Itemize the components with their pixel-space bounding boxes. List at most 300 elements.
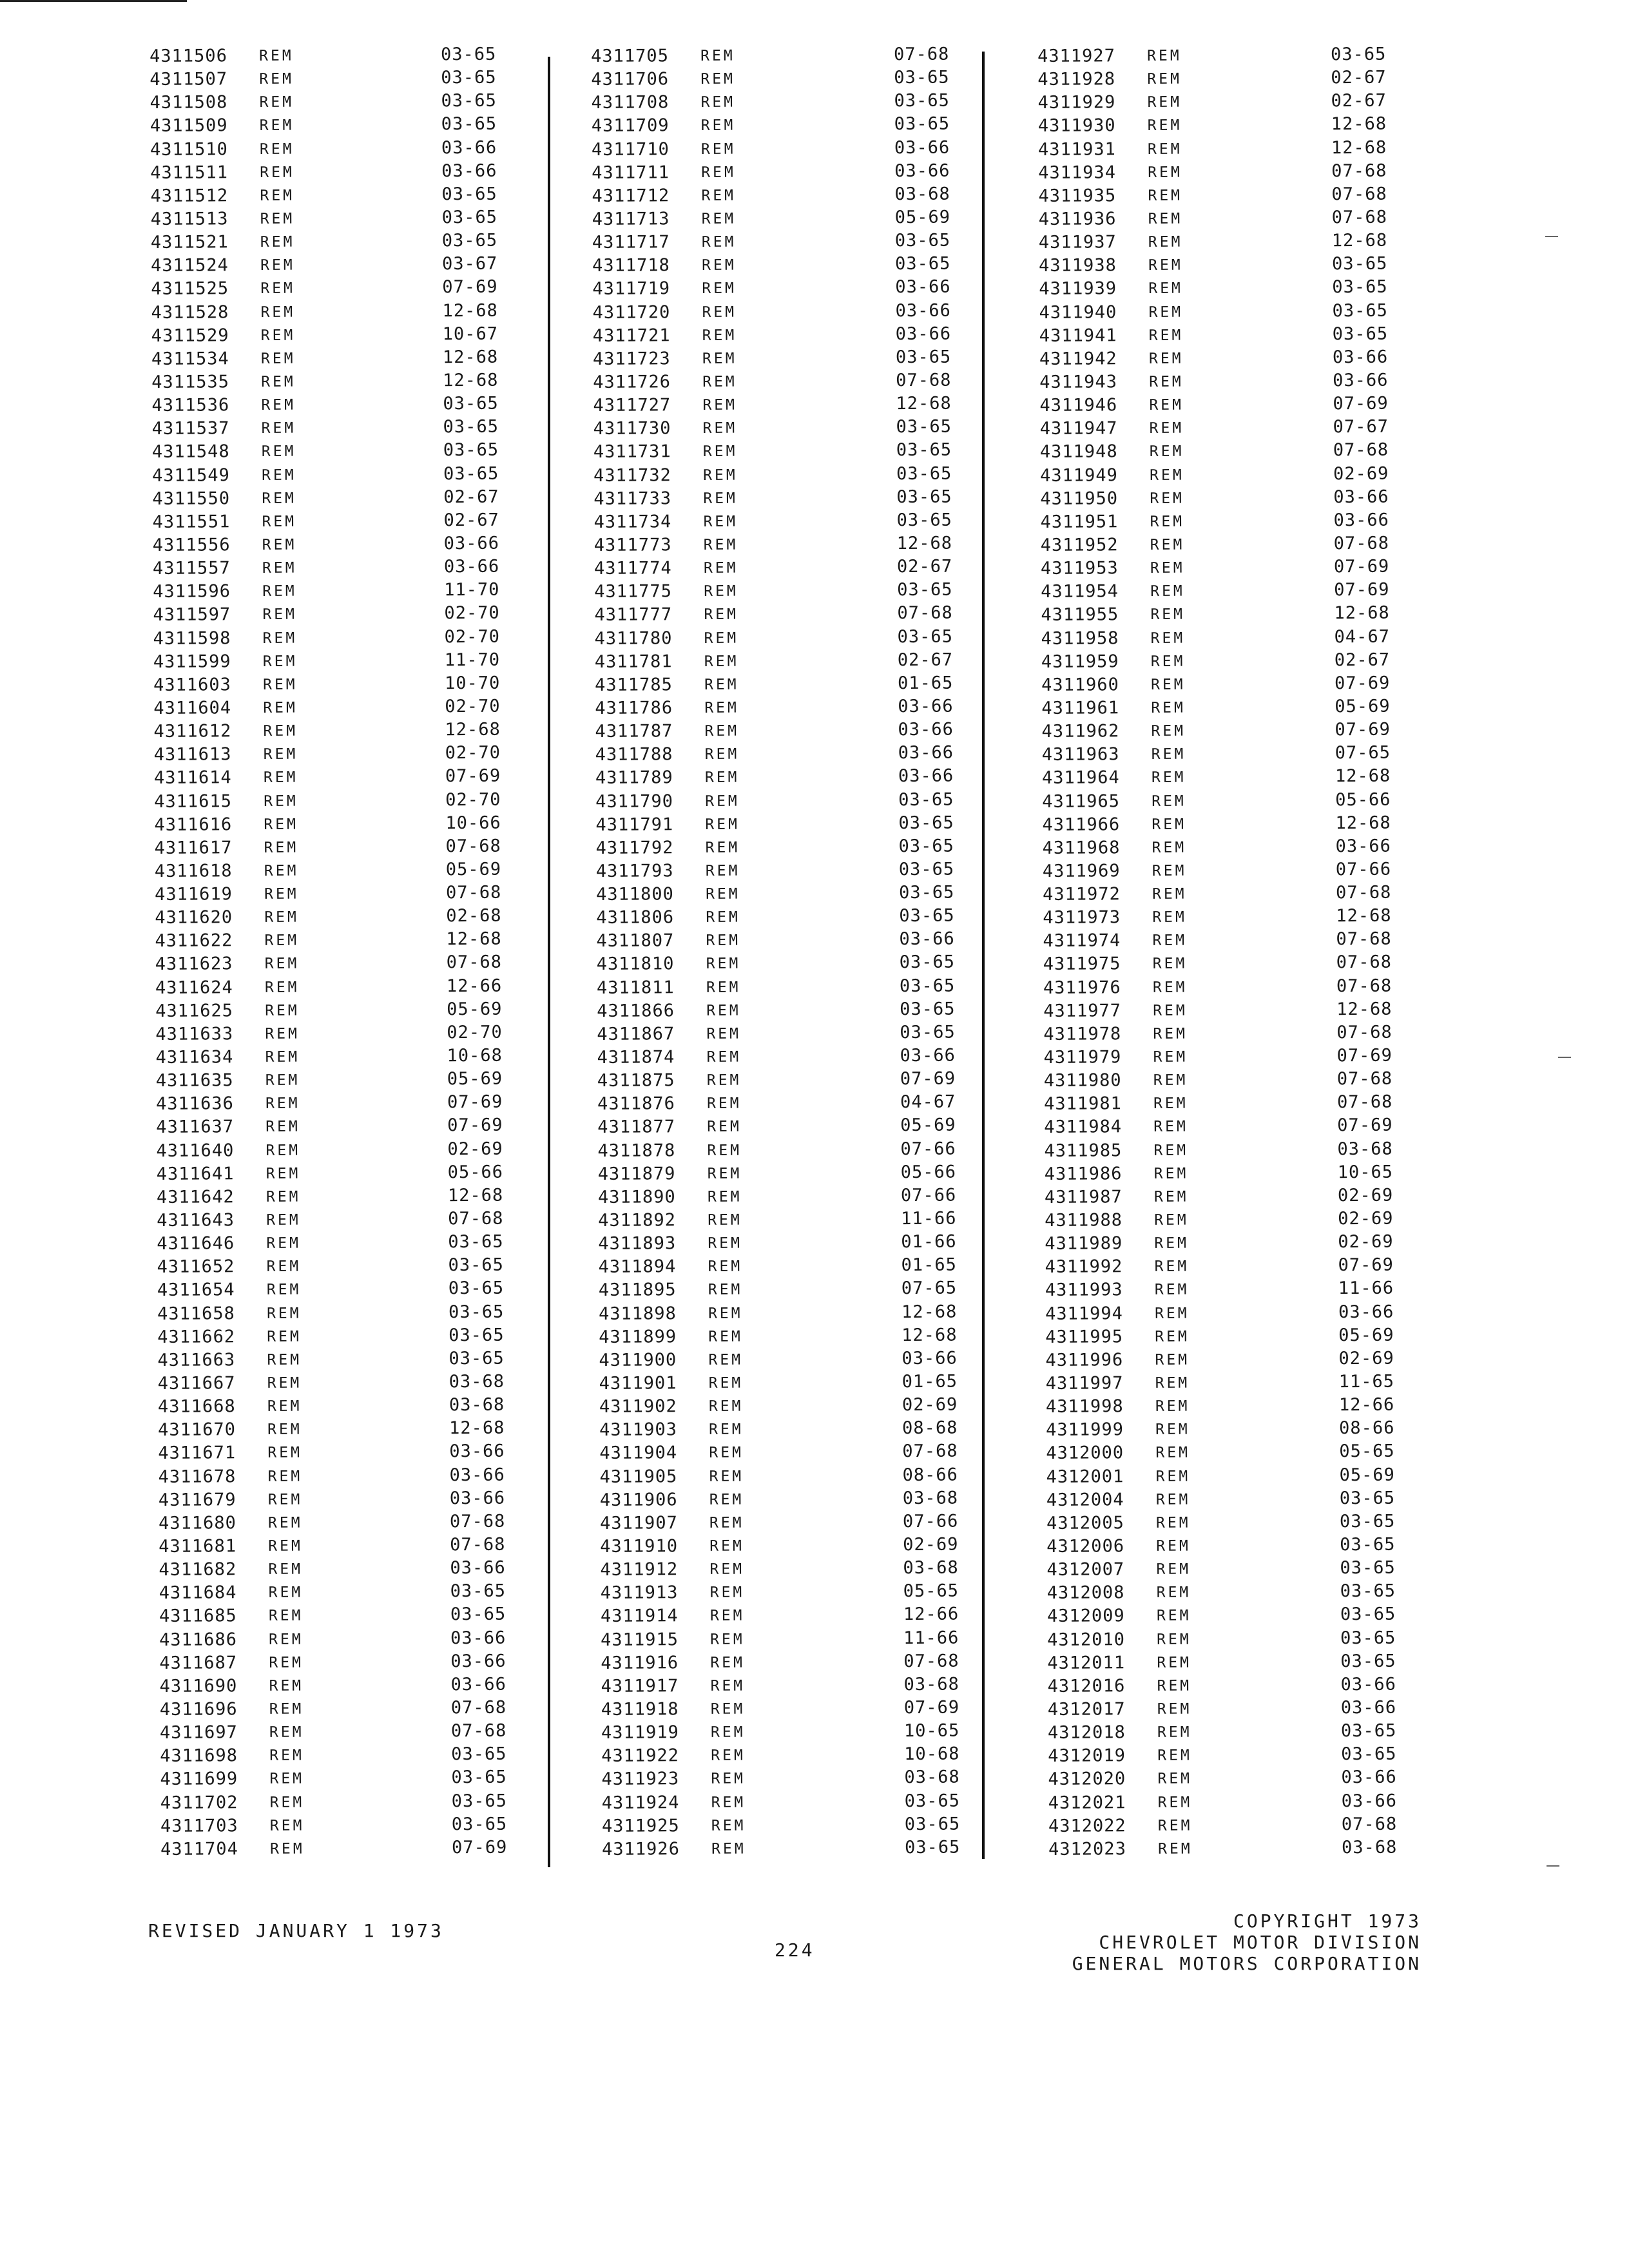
part-number: 4311953 [1040, 558, 1119, 579]
status-code: REM [260, 164, 294, 181]
part-number: 4311962 [1041, 721, 1120, 742]
status-code: REM [1147, 117, 1182, 135]
date-code: 05-66 [900, 1162, 957, 1182]
date-code: 03-65 [899, 975, 956, 996]
part-number: 4311806 [596, 907, 675, 928]
part-number: 4311996 [1045, 1350, 1124, 1370]
part-number: 4311708 [591, 92, 670, 113]
date-code: 07-69 [1337, 1115, 1393, 1136]
date-code: 07-68 [1333, 533, 1390, 554]
part-number: 4311998 [1045, 1396, 1124, 1418]
date-code: 05-69 [1339, 1465, 1395, 1485]
part-number: 4311681 [159, 1536, 237, 1557]
date-code: 07-68 [1336, 952, 1393, 973]
status-code: REM [1150, 629, 1186, 647]
date-code: 01-65 [901, 1254, 957, 1276]
status-code: REM [1148, 210, 1183, 227]
date-code: 12-66 [903, 1604, 959, 1625]
part-number: 4311965 [1042, 791, 1121, 812]
status-code: REM [709, 1491, 744, 1508]
status-code: REM [264, 885, 299, 903]
status-code: REM [1148, 164, 1182, 181]
date-code: 03-65 [898, 812, 954, 833]
date-code: 03-68 [1337, 1139, 1393, 1159]
status-code: REM [262, 606, 298, 624]
status-code: REM [1156, 1584, 1191, 1602]
part-number: 4311792 [595, 838, 674, 858]
date-code: 03-65 [1340, 1651, 1396, 1671]
date-code: 07-68 [1336, 929, 1392, 950]
part-number: 4311696 [159, 1699, 238, 1720]
date-code: 03-65 [899, 952, 956, 973]
status-code: REM [264, 908, 299, 927]
status-code: REM [266, 1258, 302, 1276]
part-number: 4311646 [157, 1233, 235, 1254]
status-code: REM [1152, 979, 1188, 996]
status-code: REM [1157, 1654, 1191, 1671]
status-code: REM [264, 932, 300, 950]
part-number: 4312010 [1047, 1629, 1126, 1650]
date-code: 03-65 [896, 463, 952, 484]
part-number: 4311557 [152, 558, 231, 579]
status-code: REM [1154, 1258, 1190, 1276]
date-code: 03-66 [449, 1465, 505, 1485]
status-code: REM [706, 956, 741, 973]
date-code: 07-69 [900, 1068, 956, 1090]
status-code: REM [261, 443, 296, 461]
part-number: 4311616 [154, 814, 233, 835]
date-code: 02-70 [447, 1022, 503, 1043]
status-code: REM [1156, 1537, 1191, 1555]
date-code: 03-66 [443, 533, 500, 554]
status-code: REM [711, 1747, 746, 1765]
status-code: REM [260, 327, 296, 344]
part-number: 4311712 [592, 186, 670, 206]
date-code: 07-69 [1334, 673, 1391, 693]
date-code: 12-68 [447, 1185, 504, 1206]
date-code: 03-65 [443, 416, 499, 437]
part-number: 4311914 [600, 1606, 679, 1627]
status-code: REM [707, 1119, 742, 1136]
part-number: 4311643 [157, 1210, 235, 1231]
parts-column-1 [149, 44, 508, 1861]
status-code: REM [703, 536, 738, 553]
status-code: REM [262, 466, 296, 484]
date-code: 03-65 [1340, 1581, 1396, 1602]
date-code: 03-65 [448, 1325, 505, 1345]
date-code: 03-65 [904, 1791, 961, 1811]
status-code: REM [704, 745, 740, 764]
part-number: 4311960 [1041, 675, 1119, 695]
part-number: 4311892 [598, 1210, 677, 1231]
part-number: 4311947 [1039, 418, 1118, 439]
status-code: REM [265, 1188, 301, 1206]
revised-date: REVISED JANUARY 1 1973 [148, 1920, 444, 1941]
status-code: REM [1155, 1514, 1191, 1532]
date-code: 03-67 [441, 253, 498, 274]
date-code: 03-65 [1331, 44, 1387, 65]
date-code: 03-65 [896, 510, 952, 530]
part-number: 4311780 [594, 628, 673, 649]
date-code: 02-68 [446, 905, 502, 927]
date-code: 11-70 [444, 649, 501, 670]
status-code: REM [700, 47, 735, 64]
part-number: 4311894 [598, 1256, 677, 1278]
status-code: REM [704, 606, 739, 624]
part-number: 4311879 [597, 1163, 676, 1184]
status-code: REM [708, 1211, 742, 1229]
status-code: REM [1148, 327, 1184, 344]
status-code: REM [707, 1188, 742, 1206]
date-code: 03-66 [1341, 1791, 1398, 1811]
date-code: 03-65 [448, 1302, 505, 1322]
part-number: 4311524 [150, 255, 229, 276]
status-code: REM [266, 1211, 301, 1229]
date-code: 03-66 [449, 1488, 506, 1508]
status-code: REM [1147, 47, 1182, 64]
part-number: 4311959 [1041, 651, 1119, 672]
status-code: REM [263, 722, 298, 740]
part-number: 4311988 [1045, 1210, 1123, 1231]
date-code: 12-66 [1338, 1394, 1395, 1416]
part-number: 4311999 [1046, 1419, 1124, 1441]
date-code: 03-65 [443, 440, 499, 461]
date-code: 12-68 [901, 1325, 958, 1345]
part-number: 4311704 [160, 1839, 238, 1860]
status-code: REM [260, 187, 295, 204]
date-code: 02-70 [445, 696, 501, 717]
part-number: 4311925 [601, 1815, 680, 1836]
date-code: 03-66 [1340, 1674, 1396, 1695]
part-number: 4312019 [1048, 1745, 1126, 1767]
part-number: 4311924 [601, 1792, 680, 1813]
status-code: REM [269, 1770, 305, 1788]
status-code: REM [1155, 1445, 1190, 1462]
part-number: 4311614 [153, 767, 232, 789]
part-number: 4311934 [1038, 162, 1117, 183]
date-code: 02-69 [447, 1139, 503, 1159]
part-number: 4311625 [155, 1001, 234, 1021]
status-code: REM [260, 280, 295, 298]
status-code: REM [706, 1072, 742, 1090]
status-code: REM [701, 164, 736, 181]
part-number: 4311950 [1040, 488, 1119, 509]
part-number: 4311506 [149, 46, 227, 66]
page-number: 224 [775, 1939, 815, 1961]
part-number: 4311997 [1045, 1373, 1124, 1394]
date-code: 07-68 [445, 836, 501, 856]
status-code: REM [702, 373, 737, 390]
status-code: REM [708, 1235, 742, 1253]
status-code: REM [269, 1724, 304, 1742]
date-code: 07-68 [448, 1208, 504, 1229]
status-code: REM [262, 513, 297, 530]
status-code: REM [700, 117, 736, 135]
date-code: 08-66 [1339, 1418, 1395, 1439]
date-code: 12-68 [1334, 603, 1390, 624]
part-number: 4311719 [592, 278, 671, 300]
status-code: REM [1157, 1677, 1192, 1695]
status-code: REM [1152, 793, 1186, 810]
date-code: 08-68 [902, 1418, 958, 1439]
part-number: 4311604 [153, 698, 232, 718]
date-code: 05-69 [447, 1068, 503, 1090]
part-number: 4311512 [150, 186, 229, 206]
part-number: 4311615 [154, 791, 233, 812]
part-number: 4311878 [597, 1140, 676, 1161]
date-code: 03-65 [450, 1604, 506, 1625]
status-code: REM [703, 490, 738, 507]
date-code: 02-67 [443, 510, 499, 531]
part-number: 4311790 [595, 791, 674, 812]
status-code: REM [700, 93, 736, 111]
date-code: 03-66 [900, 1045, 956, 1066]
status-code: REM [1153, 1142, 1189, 1159]
status-code: REM [1155, 1398, 1190, 1416]
part-number: 4311788 [595, 744, 673, 765]
part-number: 4311551 [152, 512, 231, 532]
part-number: 4311915 [601, 1629, 679, 1650]
part-number: 4311935 [1038, 186, 1117, 206]
date-code: 12-68 [446, 929, 502, 950]
status-code: REM [709, 1421, 744, 1439]
date-code: 02-67 [897, 649, 954, 670]
part-number: 4311598 [153, 628, 231, 649]
part-number: 4311773 [593, 535, 672, 555]
status-code: REM [1150, 490, 1184, 507]
status-code: REM [262, 629, 298, 647]
status-code: REM [708, 1258, 743, 1276]
part-number: 4311800 [595, 884, 674, 905]
date-code: 03-66 [441, 160, 497, 181]
date-code: 02-69 [1338, 1348, 1394, 1369]
date-code: 07-68 [449, 1511, 506, 1532]
status-code: REM [263, 745, 298, 764]
part-number: 4311955 [1041, 604, 1119, 626]
date-code: 02-67 [1331, 90, 1387, 111]
part-number: 4311652 [157, 1256, 235, 1278]
date-code: 12-68 [1336, 999, 1393, 1019]
status-code: REM [707, 1165, 742, 1182]
status-code: REM [262, 653, 298, 670]
date-code: 07-69 [1333, 556, 1390, 577]
status-code: REM [261, 419, 296, 437]
status-code: REM [1157, 1770, 1193, 1788]
part-number: 4311968 [1042, 838, 1121, 858]
date-code: 12-68 [1336, 905, 1392, 927]
status-code: REM [1153, 1072, 1188, 1090]
date-code: 03-65 [451, 1791, 508, 1811]
status-code: REM [263, 769, 298, 787]
date-code: 03-66 [1341, 1767, 1397, 1788]
date-code: 03-65 [1339, 1511, 1396, 1532]
date-code: 07-68 [1331, 207, 1388, 228]
status-code: REM [708, 1374, 744, 1392]
date-code: 03-65 [441, 114, 497, 135]
date-code: 03-65 [441, 184, 497, 205]
part-number: 4311633 [155, 1024, 234, 1044]
part-number: 4311535 [151, 372, 230, 392]
date-code: 03-68 [903, 1674, 959, 1695]
part-number: 4312018 [1047, 1722, 1126, 1744]
status-code: REM [269, 1700, 304, 1718]
status-code: REM [263, 699, 298, 716]
date-code: 03-66 [1332, 347, 1389, 368]
status-code: REM [701, 233, 737, 251]
status-code: REM [269, 1747, 304, 1765]
part-number: 4311901 [599, 1373, 677, 1394]
date-code: 05-69 [447, 999, 503, 1019]
part-number: 4311549 [151, 465, 230, 486]
part-number: 4311910 [600, 1536, 679, 1557]
date-code: 03-66 [901, 1348, 958, 1369]
status-code: REM [1150, 466, 1184, 484]
status-code: REM [266, 1305, 302, 1322]
date-code: 03-66 [898, 719, 954, 740]
date-code: 07-68 [897, 602, 953, 624]
status-code: REM [1156, 1608, 1191, 1625]
part-number: 4311640 [156, 1140, 235, 1161]
date-code: 07-68 [445, 882, 502, 903]
part-number: 4311508 [149, 92, 228, 113]
status-code: REM [268, 1537, 303, 1555]
date-code: 03-66 [450, 1674, 506, 1695]
part-number: 4311703 [160, 1815, 238, 1836]
date-code: 03-65 [1332, 300, 1388, 321]
date-code: 07-69 [1333, 393, 1389, 414]
part-number: 4311975 [1043, 954, 1121, 975]
status-code: REM [1148, 303, 1184, 321]
part-number: 4311978 [1043, 1024, 1122, 1044]
status-code: REM [702, 419, 738, 437]
date-code: 02-69 [1333, 463, 1389, 484]
part-number: 4311984 [1044, 1117, 1123, 1138]
part-number: 4312001 [1046, 1466, 1124, 1487]
status-code: REM [269, 1677, 304, 1695]
part-number: 4311709 [591, 115, 670, 137]
part-number: 4311951 [1040, 512, 1119, 532]
date-code: 03-65 [1332, 323, 1389, 344]
part-number: 4312007 [1046, 1559, 1125, 1581]
date-code: 02-70 [444, 626, 500, 647]
date-code: 12-68 [443, 370, 499, 391]
part-number: 4312004 [1046, 1489, 1124, 1510]
status-code: REM [709, 1445, 744, 1462]
status-code: REM [267, 1328, 302, 1345]
column-divider-2 [982, 52, 985, 1859]
date-code: 05-65 [903, 1581, 959, 1602]
status-code: REM [265, 1095, 300, 1113]
part-number: 4311785 [594, 675, 673, 695]
part-number: 4311698 [160, 1745, 238, 1767]
date-code: 05-65 [1339, 1441, 1395, 1462]
part-number: 4311603 [153, 675, 231, 695]
date-code: 03-65 [448, 1254, 504, 1276]
date-code: 11-66 [901, 1208, 957, 1229]
status-code: REM [1149, 443, 1184, 461]
status-code: REM [706, 908, 740, 927]
part-number: 4311969 [1042, 861, 1121, 881]
part-number: 4311528 [151, 302, 229, 323]
date-code: 07-67 [1333, 416, 1389, 437]
part-number: 4311787 [595, 721, 673, 742]
part-number: 4311529 [151, 325, 229, 346]
part-number: 4312016 [1047, 1676, 1126, 1696]
part-number: 4311663 [157, 1350, 236, 1370]
part-number: 4311525 [151, 278, 229, 300]
date-code: 07-69 [445, 766, 501, 787]
date-code: 03-66 [1338, 1302, 1394, 1322]
status-code: REM [267, 1445, 302, 1462]
status-code: REM [706, 1002, 741, 1019]
part-number: 4311938 [1038, 255, 1117, 276]
status-code: REM [260, 303, 296, 321]
status-code: REM [1148, 256, 1183, 274]
date-code: 07-69 [447, 1115, 503, 1136]
part-number: 4311679 [158, 1489, 236, 1510]
status-code: REM [269, 1654, 304, 1671]
date-code: 02-67 [1334, 649, 1391, 670]
date-code: 03-66 [441, 137, 497, 158]
status-code: REM [1153, 1188, 1189, 1206]
date-code: 04-67 [1334, 626, 1390, 647]
part-number: 4311940 [1039, 302, 1117, 323]
date-code: 03-65 [1340, 1720, 1397, 1742]
status-code: REM [1155, 1351, 1190, 1369]
date-code: 03-68 [448, 1394, 505, 1416]
status-code: REM [269, 1817, 305, 1834]
date-code: 03-66 [898, 765, 954, 787]
status-code: REM [1152, 908, 1187, 927]
status-code: REM [260, 256, 295, 274]
date-code: 02-69 [1338, 1208, 1394, 1229]
status-code: REM [259, 93, 294, 111]
date-code: 03-65 [1331, 253, 1388, 274]
date-code: 07-68 [1331, 184, 1387, 205]
part-number: 4312006 [1046, 1536, 1125, 1557]
status-code: REM [700, 70, 735, 88]
status-code: REM [1150, 676, 1186, 693]
date-code: 03-65 [451, 1744, 507, 1765]
part-number: 4311949 [1039, 465, 1118, 486]
date-code: 11-65 [1338, 1371, 1395, 1392]
date-code: 03-65 [441, 44, 497, 65]
status-code: REM [709, 1584, 745, 1602]
part-number: 4311624 [155, 977, 233, 998]
date-code: 03-66 [895, 277, 951, 298]
part-number: 4312021 [1048, 1792, 1126, 1813]
date-code: 03-66 [450, 1628, 506, 1648]
part-number: 4311634 [155, 1047, 234, 1068]
date-code: 07-68 [446, 952, 503, 973]
status-code: REM [709, 1561, 745, 1579]
date-code: 03-66 [449, 1441, 505, 1462]
date-code: 03-66 [1333, 370, 1389, 391]
status-code: REM [708, 1305, 743, 1322]
date-code: 03-66 [894, 137, 950, 158]
date-code: 03-65 [1340, 1604, 1396, 1625]
part-number: 4311597 [153, 604, 231, 626]
part-number: 4311658 [157, 1303, 235, 1324]
status-code: REM [705, 793, 740, 810]
part-number: 4311641 [156, 1163, 235, 1184]
date-code: 07-68 [902, 1441, 958, 1462]
part-number: 4311907 [599, 1513, 678, 1533]
status-code: REM [1152, 816, 1187, 833]
status-code: REM [711, 1817, 746, 1834]
part-number: 4311941 [1039, 325, 1117, 346]
part-number: 4311662 [157, 1326, 236, 1347]
